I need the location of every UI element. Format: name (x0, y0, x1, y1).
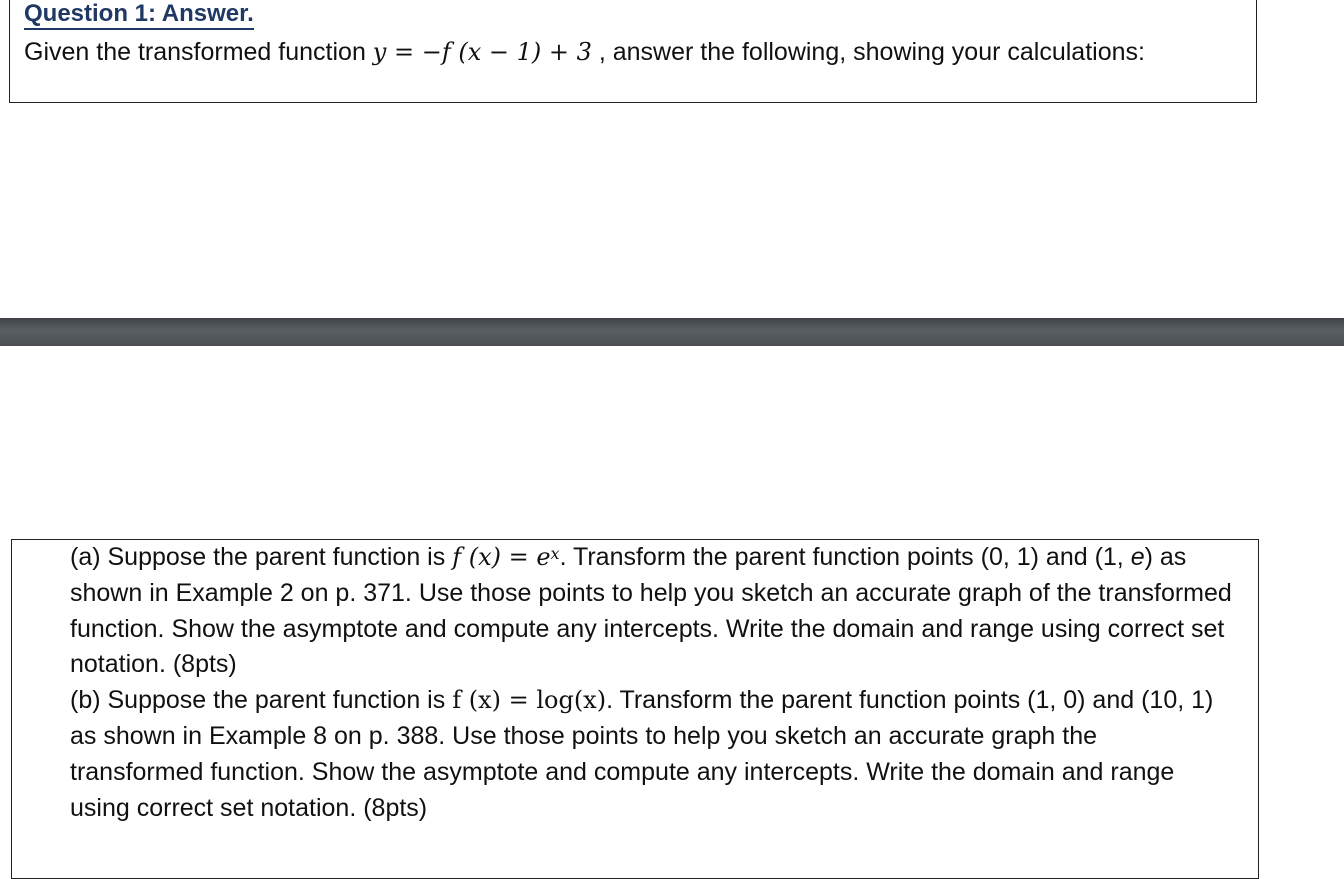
part-a-text: . Transform the parent function points (0, 1) and (1, (559, 543, 1131, 571)
intro-text-after: , answer the following, showing your calculations: (591, 38, 1145, 66)
part-a (70, 540, 1232, 683)
part-b-lead: (b) Suppose the parent function is (70, 686, 453, 715)
part-a-parent-function: f $(x) = e^x$ (452, 543, 560, 571)
page-divider-bar (0, 318, 1344, 346)
part-a-text-2: ) as shown in Example 2 on p. 371. Use those points to help you sketch an accurate graph of the transformed function. Show the asymptote and compute any intercepts. Write the domain and range using correct set notation. (8pts) (70, 543, 1232, 679)
intro-text-before: Given the transformed function (24, 38, 373, 66)
part-b (70, 683, 1232, 826)
transformed-equation: y = −f (x − 1) + 3 (372, 38, 592, 66)
question-header-box (9, 0, 1257, 103)
part-b-text: . Transform the parent function points (1, 0) and (10, 1) as shown in Example 8 on p. 388. Use those points to help you sketch an accurate graph the transformed function. Show the asymptote and compute any intercepts. Write the domain and range using correct set notation. (8pts) (70, 686, 1214, 822)
question-intro (24, 34, 1242, 70)
part-a-e: e (1130, 543, 1145, 571)
question-parts-box (11, 539, 1259, 879)
part-b-parent-function: f (x) = log(x) (452, 686, 607, 715)
part-a-lead: (a) Suppose the parent function is (70, 543, 453, 571)
question-title: Question 1: Answer. (24, 0, 254, 30)
